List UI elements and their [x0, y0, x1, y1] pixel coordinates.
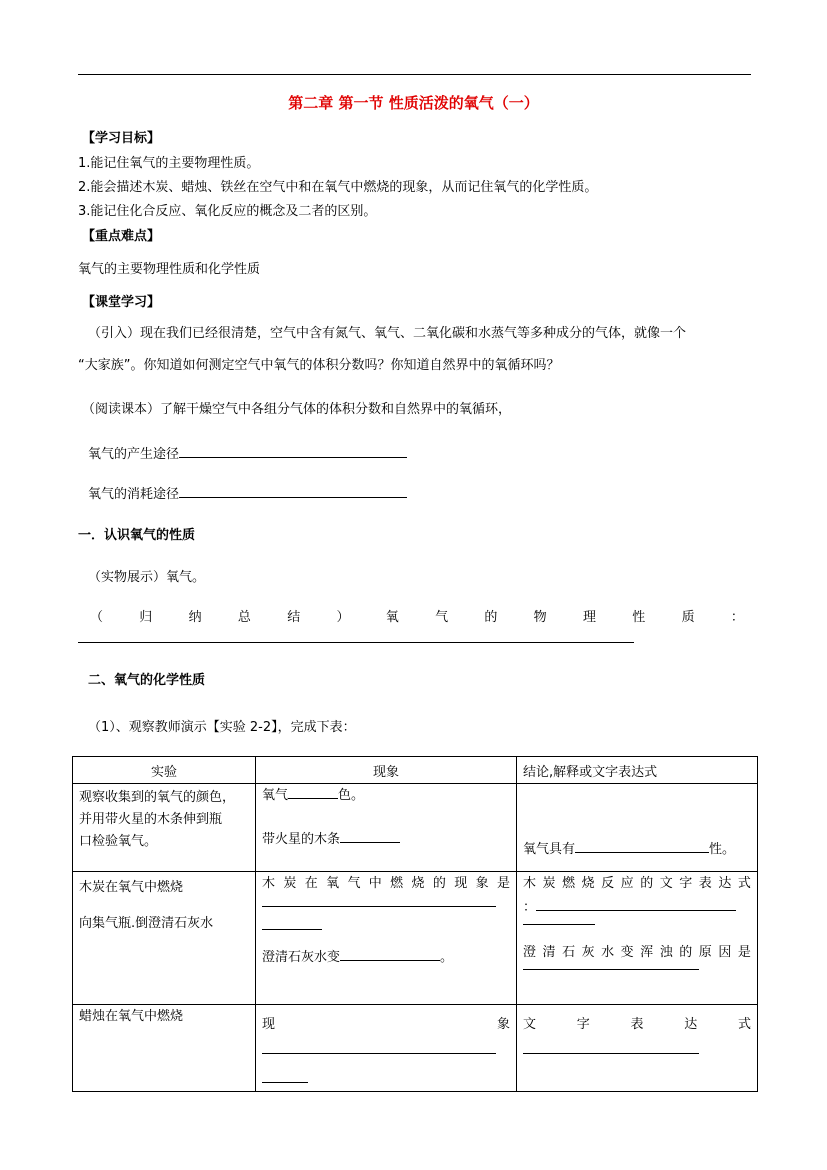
- row2-turbid-char: 灰: [581, 945, 595, 960]
- row2-phen-char: 在: [304, 876, 318, 891]
- row2-concl-char: 燃: [562, 876, 576, 891]
- row3-exp: 蜡烛在氧气中燃烧: [79, 1009, 184, 1024]
- row2-phen-char: 烧: [411, 876, 425, 891]
- row2-turbid-char: 石: [562, 945, 576, 960]
- row2-concl-char: 表: [698, 876, 712, 891]
- objectives-heading: 【学习目标】: [82, 131, 161, 146]
- row2-phen-char: 现: [454, 876, 468, 891]
- experiment-instruction: （1）、观察教师演示【实验 2-2】，完成下表：: [88, 720, 356, 735]
- row2-phen-char: 炭: [283, 876, 297, 891]
- objective-item-1: 1.能记住氧气的主要物理性质。: [78, 156, 260, 171]
- row1-color-pre: 氧气: [262, 788, 289, 803]
- turbid-reason-blank[interactable]: [523, 963, 699, 970]
- row3-conclusion: [517, 1005, 758, 1092]
- oxygen-property-blank[interactable]: [575, 851, 709, 853]
- charcoal-phenomenon-blank-cont[interactable]: [262, 907, 322, 930]
- summary-char: 总: [237, 610, 251, 625]
- row2-concl-char: 炭: [542, 876, 556, 891]
- candle-phenomenon-blank-cont[interactable]: [262, 1054, 308, 1083]
- table-row: [73, 872, 758, 1005]
- row3-equation-line: [523, 1015, 751, 1035]
- oxygen-consumption-blank[interactable]: [179, 496, 407, 498]
- row2-turbid-line: [523, 943, 751, 963]
- row2-phen-char: 中: [368, 876, 382, 891]
- summary-char: 纳: [188, 610, 202, 625]
- candle-phenomenon-blank[interactable]: [262, 1035, 496, 1054]
- row2-turbid-char: 澄: [523, 945, 537, 960]
- row1-splint-line: [262, 830, 510, 850]
- row1-experiment: [73, 784, 256, 872]
- physical-properties-summary: [90, 606, 744, 625]
- row2-limewater-post: 。: [440, 950, 454, 965]
- summary-char: 理: [582, 610, 596, 625]
- row2-turbid-char: 原: [698, 945, 712, 960]
- row2-turbid-char: 因: [718, 945, 732, 960]
- oxygen-production-label: 氧气的产生途径: [88, 447, 180, 462]
- section1-heading: 一．认识氧气的性质: [78, 528, 196, 543]
- row2-equation-colon: ：: [523, 900, 537, 915]
- summary-char: ：: [730, 610, 744, 625]
- row1-conclusion-post: 性。: [709, 842, 736, 857]
- row3-concl-char: 字: [576, 1017, 590, 1032]
- intro-paragraph-line-1: （引入）现在我们已经很清楚，空气中含有氮气、氧气、二氧化碳和水蒸气等多种成分的气体，就像一个: [88, 326, 687, 341]
- objective-item-2: 2.能会描述木炭、蜡烛、铁丝在空气中和在氧气中燃烧的现象，从而记住氧气的化学性质。: [78, 180, 598, 195]
- row2-limewater-pre: 澄清石灰水变: [262, 950, 341, 965]
- header-conclusion: 结论,解释或文字表达式: [517, 757, 758, 784]
- row3-phen-char: 现: [262, 1017, 276, 1032]
- row2-concl-char: 应: [620, 876, 634, 891]
- charcoal-equation-blank[interactable]: [536, 909, 736, 911]
- charcoal-equation-blank-cont[interactable]: [523, 918, 595, 925]
- row2-turbid-char: 是: [737, 945, 751, 960]
- summary-char: 归: [139, 610, 153, 625]
- oxygen-production-field: [88, 443, 407, 462]
- row3-concl-char: 达: [684, 1017, 698, 1032]
- summary-char: 质: [681, 610, 695, 625]
- row2-concl-char: 反: [601, 876, 615, 891]
- row2-turbid-char: 水: [601, 945, 615, 960]
- table-row: [73, 784, 758, 872]
- row3-phen-char: 象: [496, 1017, 510, 1032]
- page-title: 第二章 第一节 性质活泼的氧气（一）: [288, 94, 539, 112]
- summary-char: 物: [533, 610, 547, 625]
- row2-limewater-line: [262, 948, 510, 968]
- row2-phen-char: 是: [496, 876, 510, 891]
- row3-experiment: [73, 1005, 256, 1092]
- row3-phenomenon-line: [262, 1015, 510, 1035]
- row3-concl-char: 式: [737, 1017, 751, 1032]
- row2-turbid-char: 变: [620, 945, 634, 960]
- summary-char: ）: [336, 610, 350, 625]
- row2-concl-char: 字: [679, 876, 693, 891]
- header-phenomenon: 现象: [256, 757, 517, 784]
- intro-paragraph-line-2: “大家族”。你知道如何测定空气中氧气的体积分数吗？你知道自然界中的氧循环吗？: [78, 358, 560, 373]
- row1-exp-line: 口检验氧气。: [79, 834, 158, 849]
- row1-conclusion: [517, 784, 758, 872]
- row2-phen-char: 象: [475, 876, 489, 891]
- row1-color-post: 色。: [338, 788, 365, 803]
- row1-exp-line: 观察收集到的氧气的颜色，: [79, 790, 236, 805]
- row2-concl-char: 烧: [581, 876, 595, 891]
- row1-splint-label: 带火星的木条: [262, 832, 341, 847]
- summary-char: 气: [435, 610, 449, 625]
- candle-equation-blank[interactable]: [523, 1035, 699, 1054]
- section2-heading: 二、氧气的化学性质: [88, 673, 206, 688]
- row2-experiment: [73, 872, 256, 1005]
- class-study-heading: 【课堂学习】: [82, 295, 161, 310]
- table-row: [73, 1005, 758, 1092]
- oxygen-consumption-label: 氧气的消耗途径: [88, 487, 180, 502]
- row3-concl-char: 文: [523, 1017, 537, 1032]
- summary-char: （: [90, 610, 104, 625]
- header-experiment: 实验: [73, 757, 256, 784]
- row2-turbid-char: 浑: [640, 945, 654, 960]
- row2-turbid-char: 清: [542, 945, 556, 960]
- key-points-text: 氧气的主要物理性质和化学性质: [78, 262, 261, 277]
- row2-phenomenon-line: [262, 874, 510, 894]
- row3-concl-char: 表: [630, 1017, 644, 1032]
- experiment-table: [72, 756, 758, 1092]
- row1-conclusion-pre: 氧气具有: [523, 842, 576, 857]
- row2-conclusion: [517, 872, 758, 1005]
- row2-phen-char: 气: [347, 876, 361, 891]
- oxygen-color-blank[interactable]: [288, 797, 338, 799]
- physical-properties-blank[interactable]: [78, 642, 634, 643]
- summary-char: 的: [484, 610, 498, 625]
- row3-phenomenon: [256, 1005, 517, 1092]
- row2-turbid-char: 的: [679, 945, 693, 960]
- header-rule: [78, 74, 751, 75]
- reading-instruction: （阅读课本）了解干燥空气中各组分气体的体积分数和自然界中的氧循环，: [82, 402, 512, 417]
- row2-equation-line: [523, 874, 751, 894]
- row2-exp-line2: 向集气瓶.倒澄清石灰水: [79, 916, 214, 931]
- row2-phen-char: 木: [262, 876, 276, 891]
- summary-char: 结: [287, 610, 301, 625]
- glowing-splint-blank[interactable]: [340, 841, 400, 843]
- objective-item-3: 3.能记住化合反应、氧化反应的概念及二者的区别。: [78, 204, 377, 219]
- key-points-heading: 【重点难点】: [82, 229, 161, 244]
- table-header-row: [73, 757, 758, 784]
- row2-concl-char: 的: [640, 876, 654, 891]
- row1-conclusion-line: [523, 840, 751, 860]
- row2-exp-line1: 木炭在氧气中燃烧: [79, 880, 184, 895]
- row2-turbid-char: 浊: [659, 945, 673, 960]
- row2-phenomenon: [256, 872, 517, 1005]
- row2-phen-char: 的: [432, 876, 446, 891]
- oxygen-production-blank[interactable]: [179, 456, 407, 458]
- row2-concl-char: 式: [737, 876, 751, 891]
- row2-concl-char: 木: [523, 876, 537, 891]
- row1-exp-line: 并用带火星的木条伸到瓶: [79, 812, 223, 827]
- summary-char: 性: [632, 610, 646, 625]
- summary-char: 氧: [385, 610, 399, 625]
- row2-equation-blank-line: [523, 898, 751, 918]
- row2-phen-char: 燃: [390, 876, 404, 891]
- row1-phenomenon: [256, 784, 517, 872]
- row1-color-line: [262, 786, 510, 806]
- row2-concl-char: 达: [718, 876, 732, 891]
- row2-phen-char: 氧: [326, 876, 340, 891]
- limewater-blank[interactable]: [340, 959, 440, 961]
- row2-concl-char: 文: [659, 876, 673, 891]
- charcoal-phenomenon-blank[interactable]: [262, 894, 496, 907]
- object-display-text: （实物展示）氧气。: [88, 570, 206, 585]
- oxygen-consumption-field: [88, 483, 407, 502]
